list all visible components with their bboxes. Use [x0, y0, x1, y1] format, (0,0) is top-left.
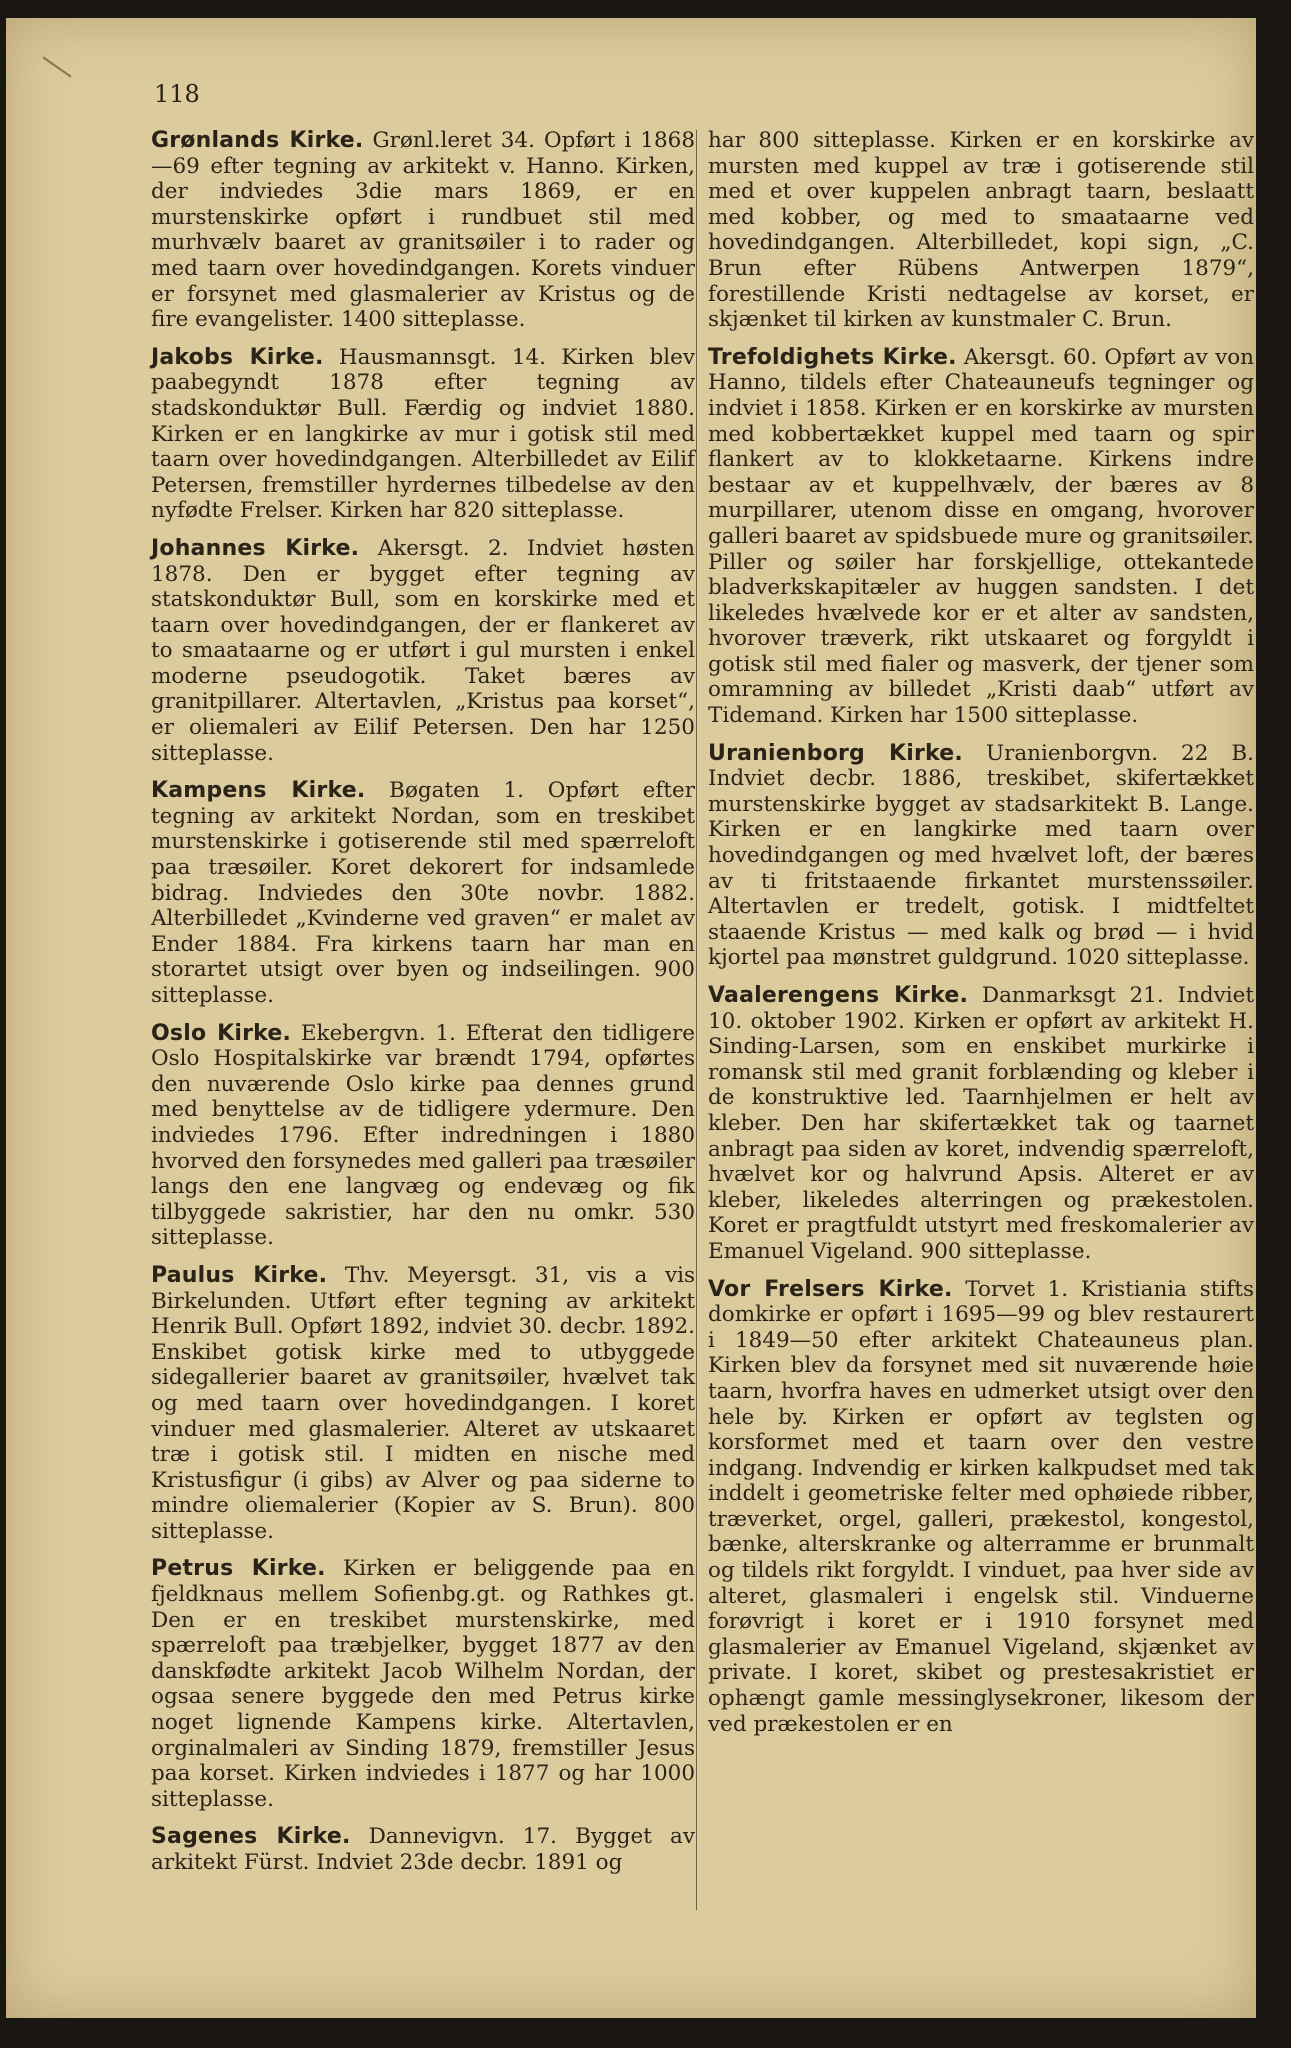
church-entry: [151, 128, 695, 333]
page-fold-mark: [43, 56, 72, 77]
church-entry: [708, 1277, 1254, 1738]
entry-text: Akersgt. 2. Indviet høsten 1878. Den er bygget efter tegning av statskonduktør Bull, som en korskirke med et taarn over hovedindgangen, der er flankeret av to smaataarne og er utført i gul mursten i enkel moderne pseudogotik. Taket bæres av granitpillarer. Altertavlen, „Kristus paa korset“, er oliemaleri av Eilif Petersen. Den har 1250 sitteplasse.: [151, 535, 695, 766]
entry-title: Petrus Kirke.: [151, 1556, 326, 1582]
entry-text: Kirken er beliggende paa en fjeldknaus mellem Sofienbg.gt. og Rathkes gt. Den er en treskibet murstenskirke, med spærreloft paa træbjelker, bygget 1877 av den danskfødte arkitekt Jacob Wilhelm Nordan, der ogsaa senere byggede den med Petrus kirke noget lignende Kampens kirke. Altertavlen, orginalmaleri av Sinding 1879, fremstiller Jesus paa korset. Kirken indviedes i 1877 og har 1000 sitteplasse.: [151, 1556, 696, 1812]
page-number: 118: [154, 80, 200, 108]
entry-title: Vaalerengens Kirke.: [708, 983, 969, 1008]
entry-text: har 800 sitteplasse. Kirken er en korskirke av mursten med kuppel av træ i gotiserende stil med et over kuppelen anbragt taarn, beslaatt med kobber, og med to smaataarne ved hovedindgangen. Alterbilledet, kopi sign, „C. Brun efter Rübens Antwerpen 1879“, forestillende Kristi nedtagelse av korset, er skjænket til kirken av kunstmaler C. Brun.: [708, 128, 1254, 333]
entry-title: Jakobs Kirke.: [151, 344, 324, 370]
entry-text: Uranienborgvn. 22 B. Indviet decbr. 1886, treskibet, skifertækket murstenskirke bygget av stadsarkitekt B. Lange. Kirken er en langkirke med taarn over hovedindgangen og med hvælvet loft, der bæres av ti fritstaaende firkantet murstenssøiler. Altertavlen er tredelt, gotisk. I midtfeltet staaende Kristus — med kalk og brød — i hvid kjortel paa mønstret guldgrund. 1020 sitteplasse.: [708, 740, 1254, 971]
church-entry: [151, 1263, 695, 1545]
entry-text: Thv. Meyersgt. 31, vis a vis Birkelunden. Utført efter tegning av arkitekt Henrik Bull. Opført 1892, indviet 30. decbr. 1892. Enskibet gotisk kirke med to utbyggede sidegallerier baaret av granitsøiler, hvælvet tak og med taarn over hovedindgangen. I koret vinduer med glasmalerier. Alteret av utskaaret træ i gotisk stil. I midten en nische med Kristusfigur (i gibs) av Alver og paa siderne to mindre oliemalerier (Kopier av S. Brun). 800 sitteplasse.: [151, 1262, 696, 1544]
book-page: [6, 18, 1256, 2018]
entry-title: Johannes Kirke.: [151, 535, 360, 561]
column-divider: [696, 130, 697, 1910]
entry-title: Uranienborg Kirke.: [708, 740, 963, 766]
entry-title: Grønlands Kirke.: [151, 128, 364, 153]
entry-title: Paulus Kirke.: [151, 1262, 328, 1288]
entry-text: Dannevigvn. 17. Bygget av arkitekt Fürst. Indviet 23de decbr. 1891 og: [151, 1824, 695, 1875]
entry-text: Akersgt. 60. Opført av von Hanno, tildels efter Chateauneufs tegninger og indviet i 1858. Kirken er en korskirke av mursten med kobbertækket kuppel med taarn og spir flankert av to klokketaarne. Kirkens indre bestaar av et kuppelhvælv, der bæres av 8 murpillarer, utenom disse en omgang, hvorover galleri baaret av spidsbuede mure og granitsøiler. Piller og søiler har forskjellige, ottekantede bladverkskapitæler av huggen sandsten. I det likeledes hvælvede kor er et alter av sandsten, hvorover træverk, rikt utskaaret og forgyldt i gotisk stil med fialer og masverk, der tjener som omramning av billedet „Kristi daab“ utført av Tidemand. Kirken har 1500 sitteplasse.: [708, 344, 1255, 729]
entry-text: Torvet 1. Kristiania stifts domkirke er opført i 1695—99 og blev restaurert i 1849—50 efter arkitekt Chateauneus plan. Kirken blev da forsynet med sit nuværende høie taarn, hvorfra haves en udmerket utsigt over den hele by. Kirken er opført av teglsten og korsformet med et taarn over den vestre indgang. Indvendig er kirken kalkpudset med tak inddelt i geometriske felter med ophøiede ribber, træverket, orgel, galleri, prækestol, kongestol, bænke, alterskranke og alterramme er brunmalt og tildels rikt forgyldt. I vinduet, paa hver side av alteret, glasmaleri i engelsk stil. Vinduerne forøvrigt i koret er i 1910 forsynet med glasmalerier av Emanuel Vigeland, skjænket av private. I koret, skibet og prestesakristiet er ophængt gamle messinglysekroner, likesom der ved prækestolen er en: [708, 1276, 1254, 1737]
entry-title: Trefoldighets Kirke.: [708, 344, 957, 370]
entry-text: Hausmannsgt. 14. Kirken blev paabegyndt 1878 efter tegning av stadskonduktør Bull. Færdig og indviet 1880. Kirken er en langkirke av mur i gotisk stil med taarn over hovedindgangen. Alterbilledet av Eilif Petersen, fremstiller hyrdernes tilbedelse av den nyfødte Frelser. Kirken har 820 sitteplasse.: [151, 344, 695, 524]
church-entry: [151, 778, 695, 1008]
left-column: [151, 128, 695, 1888]
entry-text: Bøgaten 1. Opført efter tegning av arkitekt Nordan, som en treskibet murstenskirke i gotiserende stil med spærreloft paa træsøiler. Koret dekorert for indsamlede bidrag. Indviedes den 30te novbr. 1882. Alterbilledet „Kvinderne ved graven“ er malet av Ender 1884. Fra kirkens taarn har man en storartet utsigt over byen og indseilingen. 900 sitteplasse.: [151, 778, 695, 1008]
church-entry: [708, 741, 1254, 971]
church-entry-continued: [708, 128, 1254, 333]
entry-title: Kampens Kirke.: [151, 778, 366, 804]
entry-title: Vor Frelsers Kirke.: [708, 1276, 953, 1302]
church-entry: [708, 983, 1254, 1265]
church-entry: [708, 345, 1254, 729]
entry-text: Ekebergvn. 1. Efterat den tidligere Oslo Hospitalskirke var brændt 1794, opførtes den nuværende Oslo kirke paa dennes grund med benyttelse av de tidligere ydermure. Den indviedes 1796. Efter indredningen i 1880 hvorved den forsynedes med galleri paa træsøiler langs den ene langvæg og endevæg og fik tilbyggede sakristier, har den nu omkr. 530 sitteplasse.: [151, 1020, 695, 1251]
right-column: [708, 128, 1254, 1749]
church-entry: [151, 1824, 695, 1875]
entry-text: Danmarksgt 21. Indviet 10. oktober 1902. Kirken er opført av arkitekt H. Sinding-Larsen, som en enskibet murkirke i romansk stil med granit forblænding og kleber i de konstruktive led. Taarnhjelmen er helt av kleber. Den har skifertækket tak og taarnet anbragt paa siden av koret, indvendig spærreloft, hvælvet kor og halvrund Apsis. Alteret er av kleber, likeledes alterringen og prækestolen. Koret er pragtfuldt utstyrt med freskomalerier av Emanuel Vigeland. 900 sitteplasse.: [708, 983, 1254, 1264]
church-entry: [151, 345, 695, 524]
church-entry: [151, 1021, 695, 1251]
entry-title: Oslo Kirke.: [151, 1020, 292, 1046]
entry-title: Sagenes Kirke.: [151, 1824, 351, 1850]
entry-text: Grønl.leret 34. Opført i 1868 —69 efter tegning av arkitekt v. Hanno. Kirken, der indviedes 3die mars 1869, er en murstenskirke opført i rundbuet stil med murhvælv baaret av granitsøiler i to rader og med taarn over hovedindgangen. Korets vinduer er forsynet med glasmalerier av Kristus og de fire evangelister. 1400 sitteplasse.: [151, 128, 695, 333]
church-entry: [151, 1556, 695, 1812]
church-entry: [151, 536, 695, 766]
